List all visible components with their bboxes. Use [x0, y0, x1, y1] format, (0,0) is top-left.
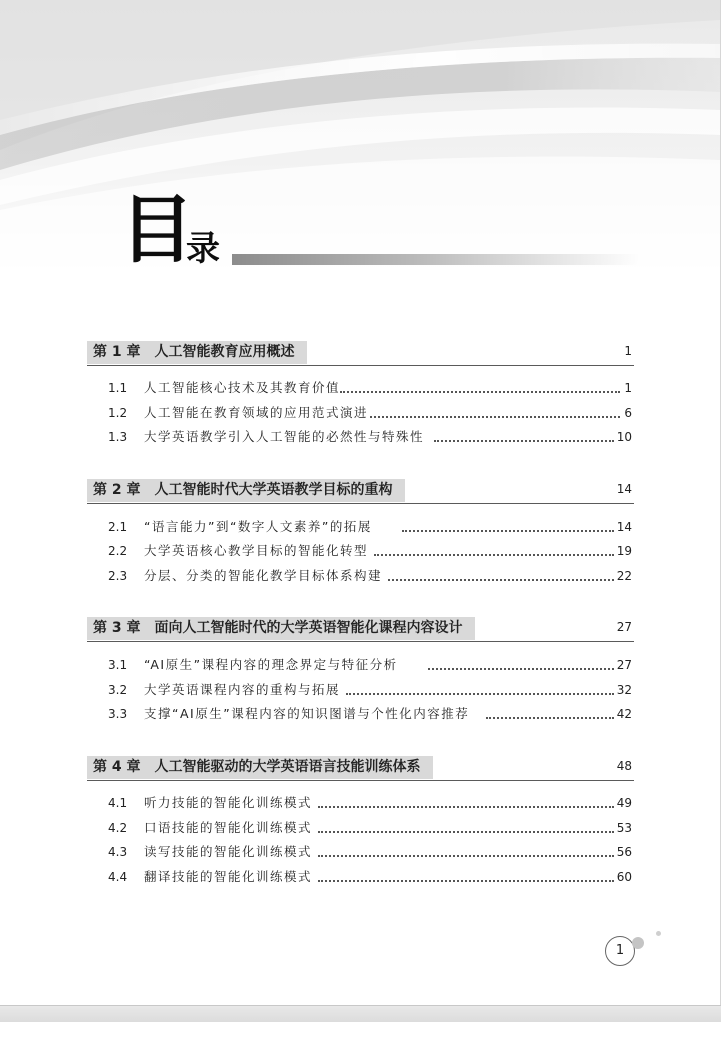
- section-number: 3.2: [108, 683, 128, 697]
- section-number: 4.3: [108, 845, 128, 859]
- toc-entry[interactable]: [108, 818, 632, 838]
- section-number: 2.1: [108, 520, 128, 534]
- dot-leader: [428, 668, 614, 670]
- toc-entry[interactable]: [108, 403, 632, 423]
- section-title: 人工智能在教育领域的应用范式演进: [144, 405, 369, 420]
- dot-leader: [486, 717, 614, 719]
- toc-entry[interactable]: [108, 704, 632, 724]
- dot-leader: [402, 530, 614, 532]
- chapter-title: 人工智能教育应用概述: [154, 344, 295, 360]
- dot-leader: [318, 831, 614, 833]
- chapter-page-number: 14: [616, 482, 632, 496]
- section-title: 听力技能的智能化训练模式: [144, 795, 313, 810]
- dot-leader: [318, 806, 614, 808]
- chapter-page-number: 27: [616, 620, 632, 634]
- section-title: “语言能力”到“数字人文素养”的拓展: [144, 519, 372, 534]
- chapter-title: 人工智能时代大学英语教学目标的重构: [154, 482, 393, 498]
- toc-entry[interactable]: [108, 655, 632, 675]
- title-decorative-bar: [232, 254, 640, 265]
- page-bottom-edge: [0, 1005, 721, 1023]
- section-page-number: 32: [616, 683, 632, 697]
- section-page-number: 22: [616, 569, 632, 583]
- dot-leader: [370, 416, 620, 418]
- chapter-number: 第 4 章: [93, 759, 141, 775]
- toc-title-small-char: 录: [186, 229, 220, 269]
- toc-entry[interactable]: [108, 867, 632, 887]
- viewer-background: [0, 1022, 721, 1057]
- section-page-number: 19: [616, 544, 632, 558]
- dot-leader: [346, 693, 614, 695]
- dot-leader: [318, 855, 614, 857]
- toc-entry[interactable]: [108, 793, 632, 813]
- chapter-label-box: [87, 341, 307, 364]
- toc-entry[interactable]: [108, 378, 632, 398]
- section-number: 4.2: [108, 821, 128, 835]
- header-wave-art: [0, 0, 720, 290]
- section-page-number: 27: [616, 658, 632, 672]
- section-page-number: 53: [616, 821, 632, 835]
- section-title: 大学英语教学引入人工智能的必然性与特殊性: [144, 429, 425, 444]
- section-title: 支撑“AI原生”课程内容的知识图谱与个性化内容推荐: [144, 706, 470, 721]
- section-number: 4.4: [108, 870, 128, 884]
- chapter-heading[interactable]: [87, 479, 634, 504]
- dot-leader: [318, 880, 614, 882]
- page-number-badge: 1: [605, 936, 635, 966]
- section-page-number: 42: [616, 707, 632, 721]
- section-page-number: 14: [616, 520, 632, 534]
- section-title: 翻译技能的智能化训练模式: [144, 869, 313, 884]
- section-number: 3.1: [108, 658, 128, 672]
- toc-entry[interactable]: [108, 680, 632, 700]
- chapter-number: 第 1 章: [93, 344, 141, 360]
- section-page-number: 49: [616, 796, 632, 810]
- toc-entry[interactable]: [108, 517, 632, 537]
- chapter-heading[interactable]: [87, 617, 634, 642]
- section-number: 1.1: [108, 381, 128, 395]
- chapter-heading[interactable]: [87, 756, 634, 781]
- decorative-dot: [656, 931, 661, 936]
- section-page-number: 60: [616, 870, 632, 884]
- dot-leader: [434, 440, 614, 442]
- section-title: 口语技能的智能化训练模式: [144, 820, 313, 835]
- chapter-heading[interactable]: [87, 341, 634, 366]
- section-number: 1.2: [108, 406, 128, 420]
- chapter-number: 第 3 章: [93, 620, 141, 636]
- section-title: 大学英语核心教学目标的智能化转型: [144, 543, 369, 558]
- dot-leader: [340, 391, 620, 393]
- section-title: 大学英语课程内容的重构与拓展: [144, 682, 341, 697]
- chapter-title: 面向人工智能时代的大学英语智能化课程内容设计: [154, 620, 463, 636]
- section-title: “AI原生”课程内容的理念界定与特征分析: [144, 657, 398, 672]
- chapter-title: 人工智能驱动的大学英语语言技能训练体系: [154, 759, 421, 775]
- toc-entry[interactable]: [108, 842, 632, 862]
- section-number: 2.3: [108, 569, 128, 583]
- section-page-number: 10: [616, 430, 632, 444]
- section-number: 4.1: [108, 796, 128, 810]
- chapter-page-number: 48: [616, 759, 632, 773]
- toc-entry[interactable]: [108, 541, 632, 561]
- chapter-label-box: [87, 479, 405, 502]
- toc-title-large-char: 目: [120, 187, 194, 273]
- section-number: 1.3: [108, 430, 128, 444]
- section-page-number: 1: [624, 381, 632, 395]
- chapter-number: 第 2 章: [93, 482, 141, 498]
- section-title: 读写技能的智能化训练模式: [144, 844, 313, 859]
- toc-entry[interactable]: [108, 427, 632, 447]
- section-page-number: 6: [624, 406, 632, 420]
- decorative-dot: [632, 937, 644, 949]
- chapter-label-box: [87, 617, 475, 640]
- section-number: 2.2: [108, 544, 128, 558]
- section-page-number: 56: [616, 845, 632, 859]
- section-number: 3.3: [108, 707, 128, 721]
- chapter-page-number: 1: [624, 344, 632, 358]
- toc-entry[interactable]: [108, 566, 632, 586]
- chapter-label-box: [87, 756, 433, 779]
- section-title: 人工智能核心技术及其教育价值: [144, 380, 341, 395]
- dot-leader: [388, 579, 614, 581]
- dot-leader: [374, 554, 614, 556]
- section-title: 分层、分类的智能化教学目标体系构建: [144, 568, 383, 583]
